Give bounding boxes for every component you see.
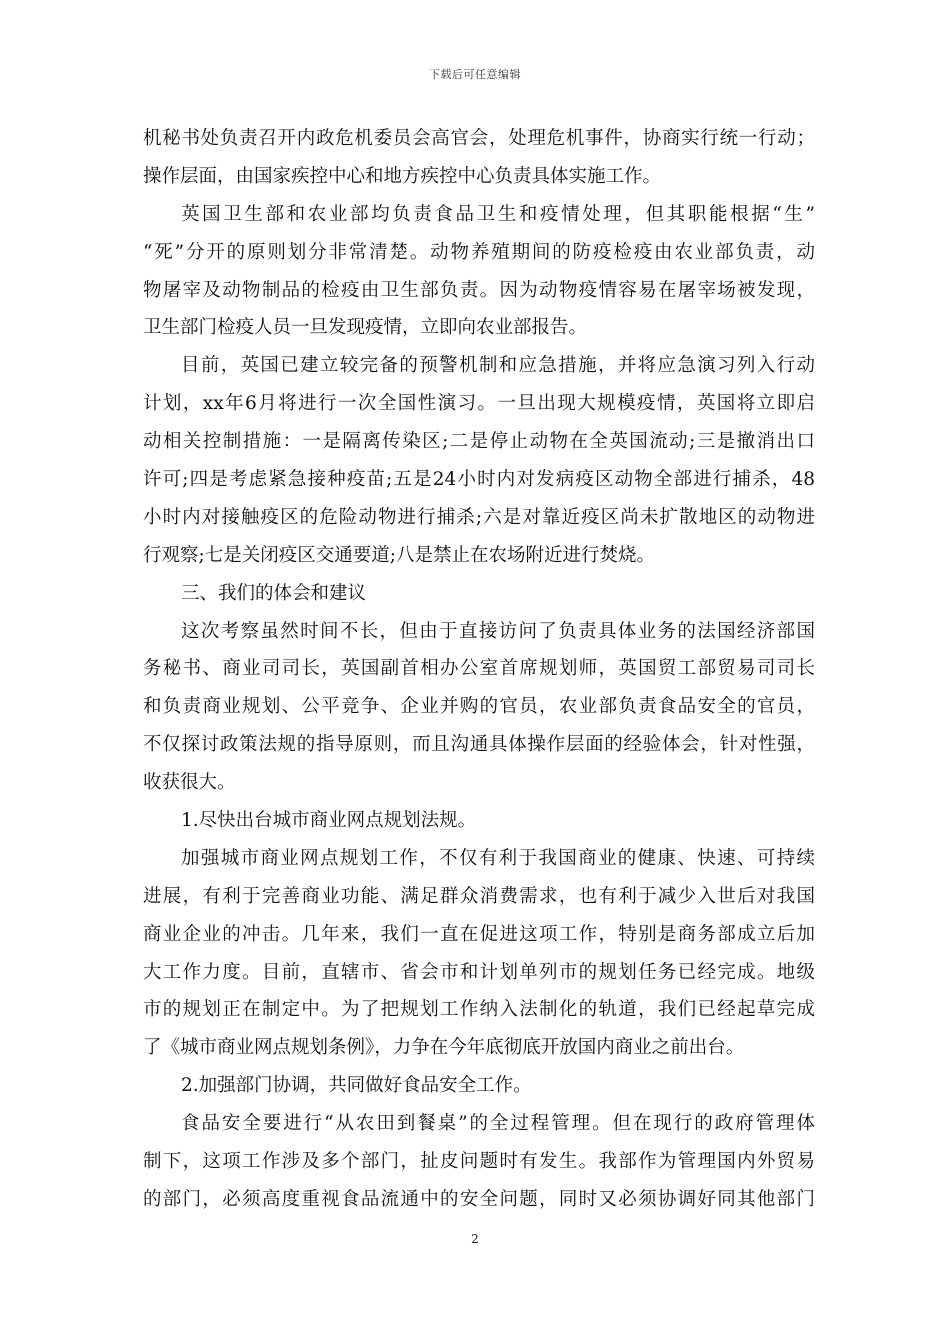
text-line: 和负责商业规划、公平竞争、企业并购的官员，农业部负责食品安全的官员， xyxy=(143,696,815,718)
text-line: 务秘书、商业司司长，英国副首相办公室首席规划师，英国贸工部贸易司司长 xyxy=(143,658,815,680)
text-line: 英国卫生部和农业部均负责食品卫生和疫情处理，但其职能根据“生” xyxy=(181,203,815,225)
text-line: 大工作力度。目前，直辖市、省会市和计划单列市的规划任务已经完成。地级 xyxy=(143,961,815,983)
text-line: 加强城市商业网点规划工作，不仅有利于我国商业的健康、快速、可持续 xyxy=(181,847,815,869)
text-line: 商业企业的冲击。几年来，我们一直在促进这项工作，特别是商务部成立后加 xyxy=(143,923,815,945)
text-line: 进展，有利于完善商业功能、满足群众消费需求，也有利于减少入世后对我国 xyxy=(143,885,815,907)
text-line: “死”分开的原则划分非常清楚。动物养殖期间的防疫检疫由农业部负责，动 xyxy=(143,241,815,263)
text-line: 食品安全要进行“从农田到餐桌”的全过程管理。但在现行的政府管理体 xyxy=(181,1113,815,1135)
document-body xyxy=(143,120,815,1219)
text-line: 目前，英国已建立较完备的预警机制和应急措施，并将应急演习列入行动 xyxy=(181,355,815,377)
text-line: 小时内对接触疫区的危险动物进行捕杀;六是对靠近疫区尚未扩散地区的动物进 xyxy=(143,506,815,528)
text-line: 计划，xx年6月将进行一次全国性演习。一旦出现大规模疫情，英国将立即启 xyxy=(143,393,815,415)
section-heading: 三、我们的体会和建议 xyxy=(181,582,367,604)
subsection-heading: 1.尽快出台城市商业网点规划法规。 xyxy=(181,810,477,832)
text-line: 市的规划正在制定中。为了把规划工作纳入法制化的轨道，我们已经起草完成 xyxy=(143,999,815,1021)
text-line: 了《城市商业网点规划条例》，力争在今年底彻底开放国内商业之前出台。 xyxy=(143,1037,745,1059)
text-line: 不仅探讨政策法规的指导原则，而且沟通具体操作层面的经验体会，针对性强， xyxy=(143,734,815,756)
text-line: 卫生部门检疫人员一旦发现疫情，立即向农业部报告。 xyxy=(143,317,588,339)
page-number: 2 xyxy=(471,1232,479,1246)
text-line: 的部门，必须高度重视食品流通中的安全问题，同时又必须协调好同其他部门 xyxy=(143,1188,815,1210)
text-line: 这次考察虽然时间不长，但由于直接访问了负责具体业务的法国经济部国 xyxy=(181,620,815,642)
text-line: 机秘书处负责召开内政危机委员会高官会，处理危机事件，协商实行统一行动； xyxy=(143,128,815,149)
text-line: 物屠宰及动物制品的检疫由卫生部负责。因为动物疫情容易在屠宰场被发现， xyxy=(143,279,815,301)
page-header: 下载后可任意编辑 xyxy=(429,68,521,81)
text-line: 操作层面，由国家疾控中心和地方疾控中心负责具体实施工作。 xyxy=(143,165,662,187)
subsection-heading: 2.加强部门协调，共同做好食品安全工作。 xyxy=(181,1075,532,1097)
text-line: 制下，这项工作涉及多个部门，扯皮问题时有发生。我部作为管理国内外贸易 xyxy=(143,1151,815,1173)
text-line: 行观察;七是关闭疫区交通要道;八是禁止在农场附近进行焚烧。 xyxy=(143,544,655,566)
text-line: 动相关控制措施：一是隔离传染区;二是停止动物在全英国流动;三是撤消出口 xyxy=(143,431,815,453)
text-line: 收获很大。 xyxy=(143,772,236,794)
text-line: 许可;四是考虑紧急接种疫苗;五是24小时内对发病疫区动物全部进行捕杀，48 xyxy=(143,469,815,491)
